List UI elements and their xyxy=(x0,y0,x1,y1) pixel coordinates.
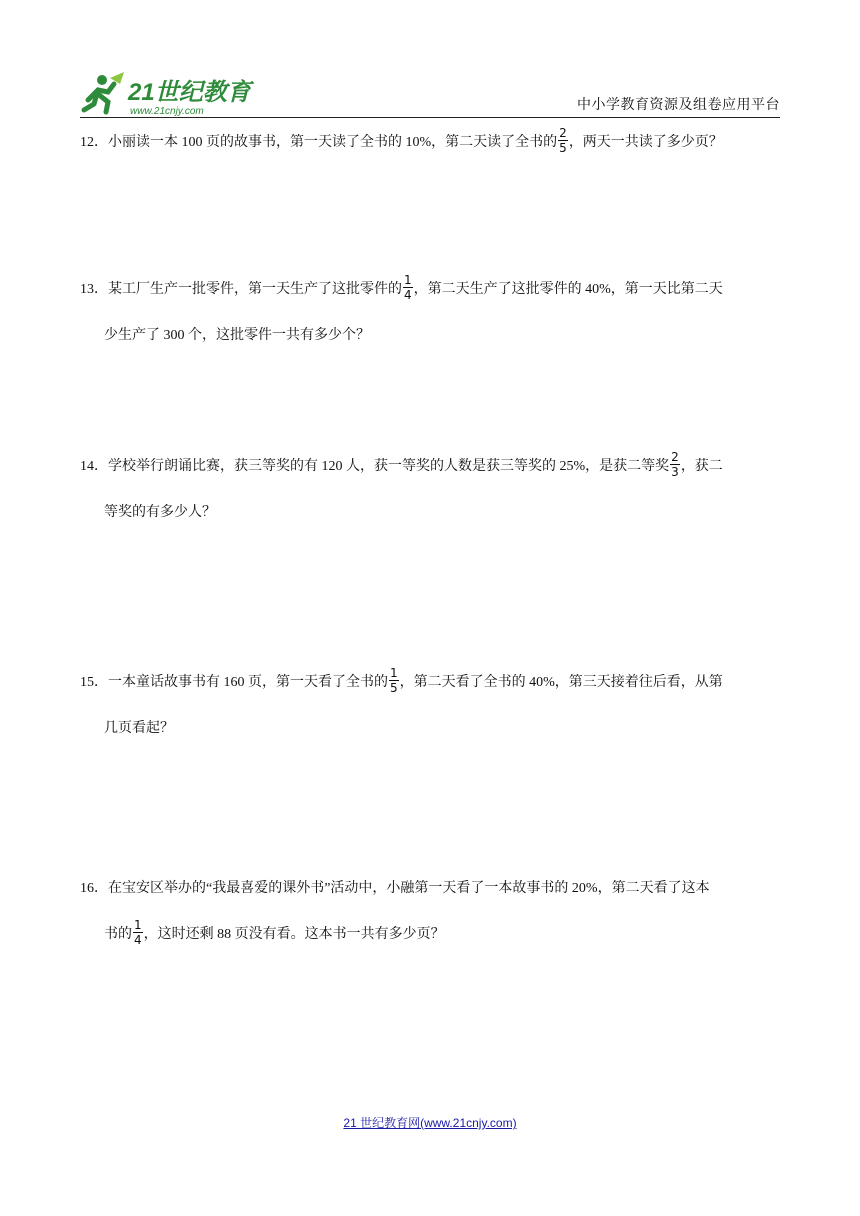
question-text-line2: 等奖的有多少人？ xyxy=(104,505,216,520)
question-13 xyxy=(80,267,780,359)
question-text: ，两天一共读了多少页？ xyxy=(568,135,723,150)
question-16 xyxy=(80,866,780,958)
runner-icon xyxy=(84,72,124,112)
question-text: 一本童话故事书有 160 页，第一天看了全书的 xyxy=(108,675,388,690)
fraction: $\frac{1}{5}$ xyxy=(390,666,398,696)
question-text: ，获二 xyxy=(680,459,723,474)
question-number: 13． xyxy=(80,282,108,297)
question-12 xyxy=(80,120,780,166)
header-divider xyxy=(80,117,780,118)
question-text-line2: 几页看起？ xyxy=(104,721,174,736)
question-text-line2: 少生产了 300 个，这批零件一共有多少个？ xyxy=(104,328,370,343)
platform-title: 中小学教育资源及组卷应用平台 xyxy=(577,96,780,112)
question-15 xyxy=(80,660,780,752)
question-14 xyxy=(80,444,780,536)
logo-sub-text: www.21cnjy.com xyxy=(130,106,204,117)
fraction: $\frac{2}{3}$ xyxy=(671,450,679,480)
question-number: 12． xyxy=(80,135,108,150)
footer-site-link[interactable]: 21 世纪教育网(www.21cnjy.com) xyxy=(343,1116,517,1130)
question-text: 某工厂生产一批零件，第一天生产了这批零件的 xyxy=(108,282,402,297)
question-text: ，这时还剩 88 页没有看。这本书一共有多少页？ xyxy=(143,927,445,942)
question-number: 15． xyxy=(80,675,108,690)
question-text: ，第二天看了全书的 40%，第三天接着往后看，从第 xyxy=(399,675,723,690)
question-number: 14． xyxy=(80,459,108,474)
fraction: $\frac{1}{4}$ xyxy=(134,918,142,948)
question-number: 16． xyxy=(80,881,108,896)
logo-main-text: 21世纪教育 xyxy=(128,79,251,106)
question-text: 学校举行朗诵比赛，获三等奖的有 120 人，获一等奖的人数是获三等奖的 25%，是获二等奖 xyxy=(108,459,670,474)
logo-21cnjy xyxy=(80,70,280,118)
fraction: $\frac{2}{5}$ xyxy=(559,126,567,156)
question-text: 在宝安区举办的“我最喜爱的课外书”活动中，小融第一天看了一本故事书的 20%，第二天看了这本 xyxy=(108,881,710,896)
fraction: $\frac{1}{4}$ xyxy=(404,273,412,303)
question-text: ，第二天生产了这批零件的 40%，第一天比第二天 xyxy=(413,282,723,297)
question-text: 小丽读一本 100 页的故事书，第一天读了全书的 10%，第二天读了全书的 xyxy=(108,135,558,150)
page-header xyxy=(80,62,780,118)
question-text: 书的 xyxy=(104,927,132,942)
